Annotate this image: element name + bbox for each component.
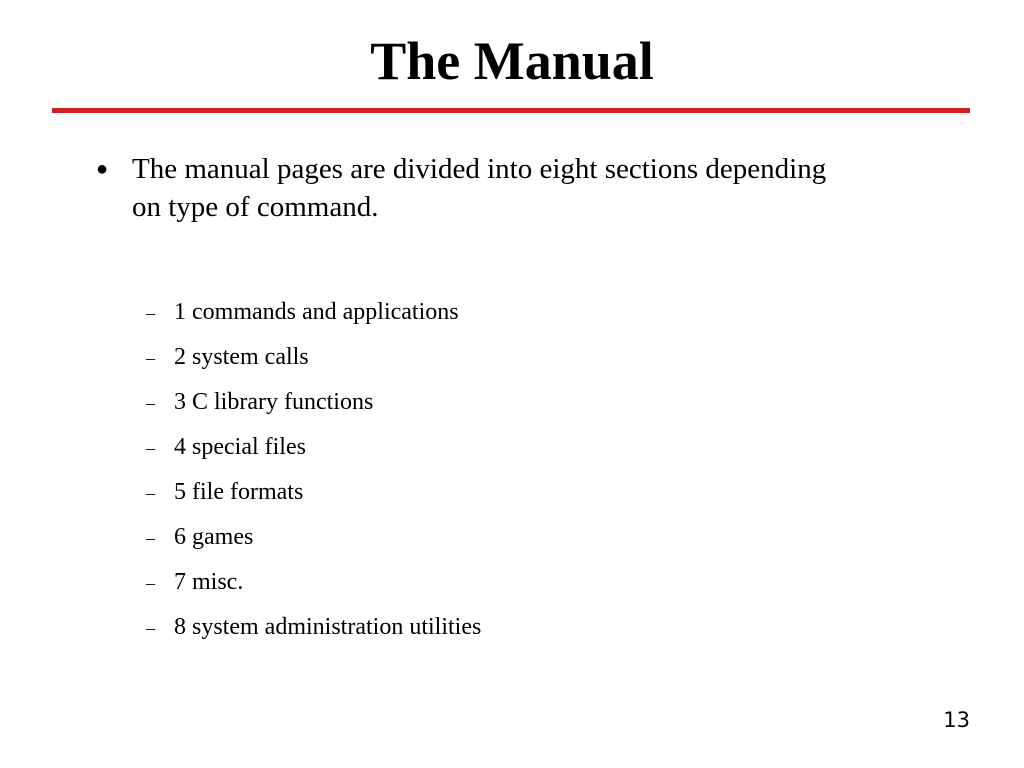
section-label: 8 system administration utilities [174,614,482,640]
dash-icon: – [146,393,155,413]
dash-icon: – [146,618,155,638]
main-bullet-text: The manual pages are divided into eight sections depending on type of command. [132,153,827,223]
section-label: 4 special files [174,434,306,460]
list-item [146,611,481,656]
dash-icon: – [146,483,155,503]
dash-icon: – [146,573,155,593]
list-item [146,386,481,431]
sections-list [146,296,481,656]
section-label: 2 system calls [174,344,309,370]
section-label: 3 C library functions [174,389,374,415]
title-divider [52,108,970,113]
dash-icon: – [146,348,155,368]
slide-title: The Manual [370,31,654,91]
list-item [146,431,481,476]
dash-icon: – [146,438,155,458]
dash-icon: – [146,303,155,323]
page-number: 13 [943,708,970,732]
list-item [146,521,481,566]
bullet-dot-icon: ● [96,158,109,180]
section-label: 6 games [174,524,254,550]
list-item [146,476,481,521]
list-item [146,566,481,611]
section-label: 1 commands and applications [174,299,459,325]
list-item [146,296,481,341]
section-label: 5 file formats [174,479,304,505]
list-item [146,341,481,386]
dash-icon: – [146,528,155,548]
section-label: 7 misc. [174,569,244,595]
